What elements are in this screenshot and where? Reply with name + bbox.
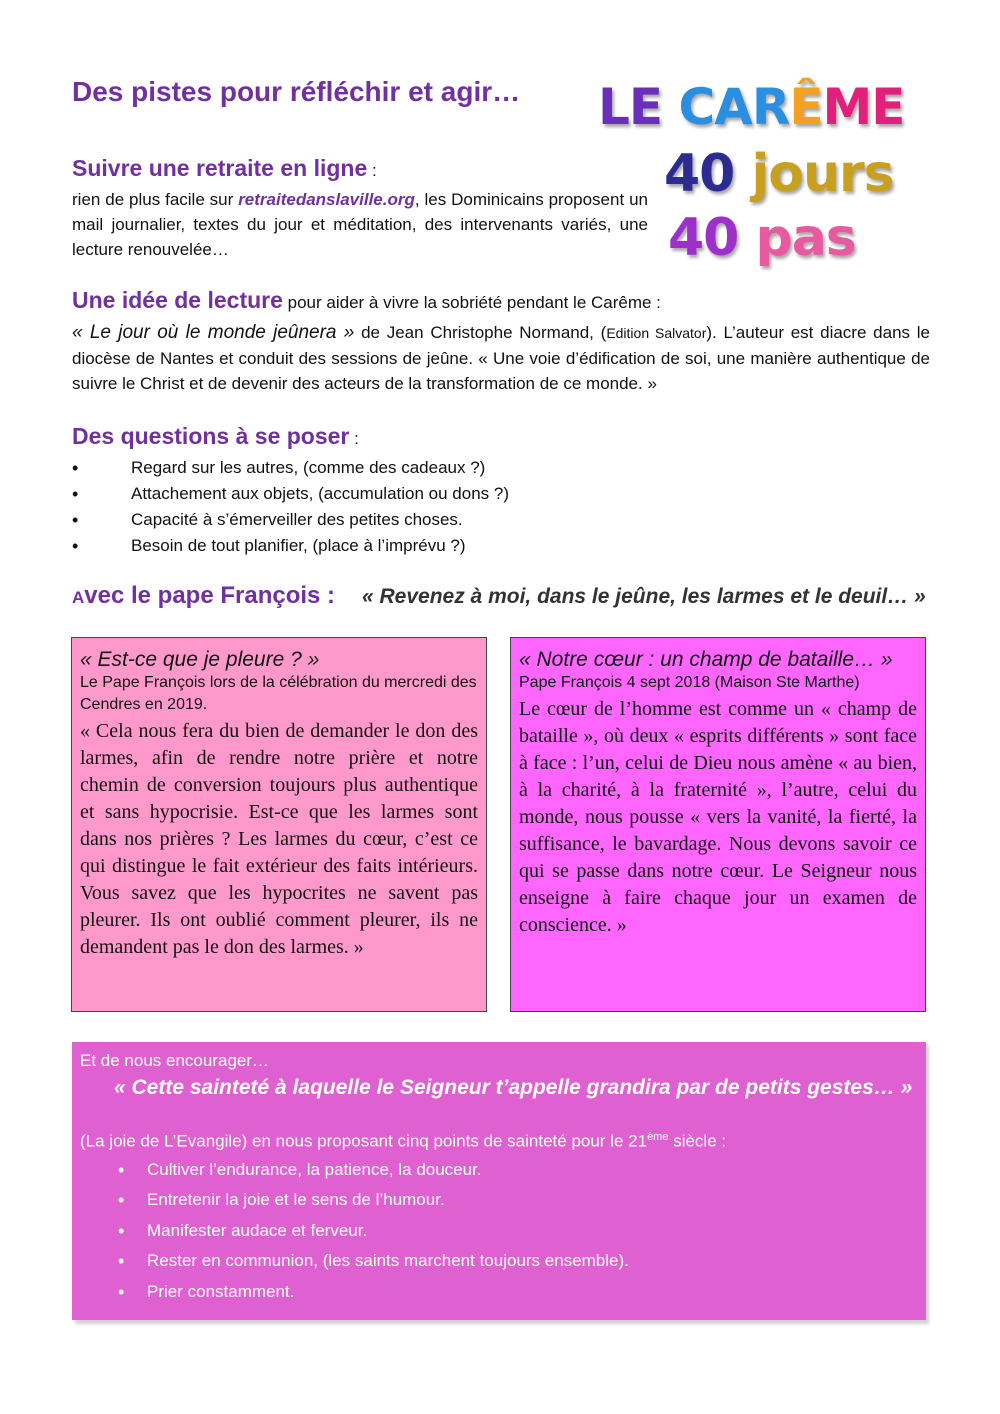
holiness-lead: [80, 1126, 918, 1153]
list-item: • Entretenir la joie et le sens de l’humour.: [80, 1187, 918, 1218]
tears-box-body: « Cela nous fera du bien de demander le don des larmes, afin de rendre notre prière et notre chemin de conversion toujours plus authentique et sans hypocrisie. Est-ce que les larmes sont dans nos prières ? Les larmes du cœur, c’est ce qui distingue le fait extérieur des faits intérieurs. Vous savez que les hypocrites ne savent pas pleurer. Ils ont oublié comment pleurer, ils ne demandent pas le don des larmes. »: [80, 720, 478, 958]
holiness-list: [80, 1157, 918, 1310]
retreat-text-a: rien de plus facile sur: [72, 190, 239, 209]
tears-box-title: « Est-ce que je pleure ? »: [80, 648, 320, 671]
list-item: • Regard sur les autres, (comme des cadeaux ?): [72, 455, 509, 481]
page-heading: Des pistes pour réfléchir et agir…: [72, 76, 521, 107]
retreat-heading: [72, 155, 377, 182]
holiness-quote: « Cette sainteté à laquelle le Seigneur t’appelle grandira par de petits gestes… »: [114, 1076, 913, 1099]
pope-prefix: A: [72, 588, 85, 607]
logo-word-e: Ê: [789, 78, 823, 136]
reading-heading: [72, 287, 661, 314]
logo-word-pas: pas: [755, 208, 856, 268]
logo-line-2: [664, 144, 894, 204]
questions-list: [72, 455, 509, 559]
heart-quote-box: [510, 637, 926, 1012]
logo-line-3: [668, 208, 856, 268]
list-item: • Attachement aux objets, (accumulation ou dons ?): [72, 481, 509, 507]
logo-number-40: 40: [664, 144, 752, 204]
list-item: • Capacité à s’émerveiller des petites choses.: [72, 507, 509, 533]
retreat-title: Suivre une retraite en ligne: [72, 155, 368, 181]
questions-title-tail: :: [349, 429, 359, 448]
holiness-lead-a: (La joie de L’Evangile) en nous proposant cinq points de sainteté pour le 21: [80, 1131, 648, 1151]
holiness-lead-sup: ème: [647, 1131, 669, 1143]
pope-quote: « Revenez à moi, dans le jeûne, les larmes et le deuil… »: [362, 585, 926, 608]
pope-title: vec le pape François :: [84, 582, 336, 609]
logo-word-jours: jours: [751, 144, 894, 204]
holiness-box: [72, 1042, 926, 1320]
logo-number-40b: 40: [668, 208, 756, 268]
logo-word-car: CAR: [678, 78, 790, 136]
logo-word-me: ME: [822, 78, 905, 136]
reading-publisher: Edition Salvator: [606, 325, 707, 341]
tears-box-source: Le Pape François lors de la célébration du mercredi des Cendres en 2019.: [80, 674, 477, 713]
pope-section-heading: [72, 582, 932, 610]
retreat-title-tail: :: [367, 161, 377, 180]
list-item: • Besoin de tout planifier, (place à l’imprévu ?): [72, 533, 509, 559]
heart-box-body: Le cœur de l’homme est comme un « champ de bataille », où deux « esprits différents » sont face à face : l’un, celui de Dieu nous amène « au bien, à la charité, à la fraternité », l’autre, celui du monde, nous pousse « vers la vanité, la fierté, la suffisance, le bavardage. Nous devons savoir ce qui se passe dans notre cœur. Le Seigneur nous enseigne à faire chaque jour un examen de conscience. »: [519, 698, 917, 936]
reading-text: [72, 320, 930, 396]
heart-box-source: Pape François 4 sept 2018 (Maison Ste Marthe): [519, 674, 860, 691]
list-item: • Prier constamment.: [80, 1279, 918, 1310]
reading-title-tail: pour aider à vivre la sobriété pendant le Carême :: [282, 293, 661, 312]
logo-line-1: [598, 78, 904, 136]
questions-title: Des questions à se poser: [72, 423, 350, 449]
heart-box-title: « Notre cœur : un champ de bataille… »: [519, 648, 893, 671]
reading-book-title: « Le jour où le monde jeûnera »: [72, 322, 355, 343]
retreat-link[interactable]: retraitedanslaville.org: [238, 190, 415, 209]
list-item: • Rester en communion, (les saints marchent toujours ensemble).: [80, 1248, 918, 1279]
list-item: • Cultiver l’endurance, la patience, la douceur.: [80, 1157, 918, 1188]
retreat-text-b: , les Dominicains proposent un mail journalier, textes du jour et méditation, des intervenants variés, une lecture renouvelée…: [72, 190, 648, 259]
reading-text-b: ). L’auteur est diacre dans le diocèse de Nantes et conduit des sessions de jeûne. « Une voie d’édification de soi, une manière authentique de suivre le Christ et de devenir des acteurs de la transformation de ce monde. »: [72, 323, 930, 393]
reading-text-a: de Jean Christophe Normand, (: [354, 323, 607, 342]
logo-word-le: LE: [598, 78, 679, 136]
questions-heading: [72, 423, 359, 450]
holiness-lead-b: siècle :: [668, 1131, 727, 1151]
retreat-text: [72, 187, 648, 262]
list-item: • Manifester audace et ferveur.: [80, 1218, 918, 1249]
reading-title: Une idée de lecture: [72, 287, 283, 313]
holiness-intro: Et de nous encourager…: [80, 1051, 270, 1070]
tears-quote-box: [71, 637, 487, 1012]
